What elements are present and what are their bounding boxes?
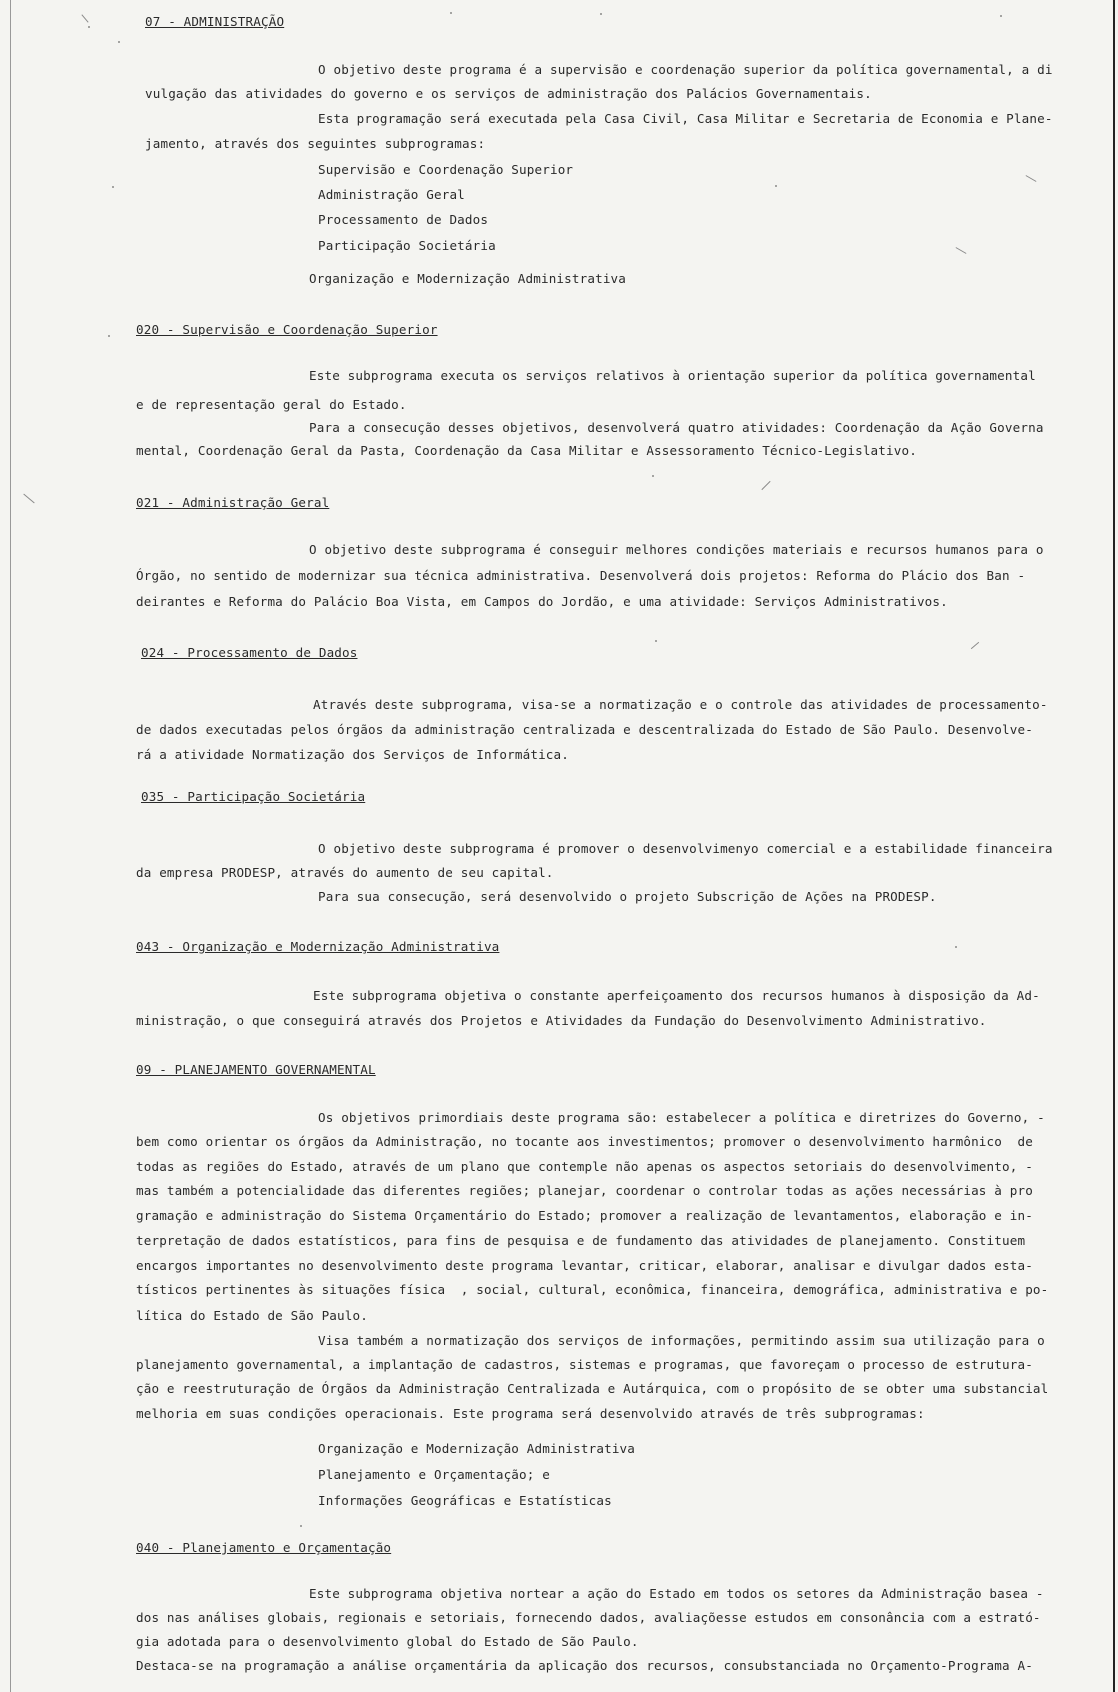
paragraph-line: ministração, o que conseguirá através dos Projetos e Atividades da Fundação do Desenvolvimento Administrativo.: [136, 1013, 987, 1028]
paragraph-line: rá a atividade Normatização dos Serviços de Informática.: [136, 747, 569, 762]
paragraph-line: Os objetivos primordiais deste programa são: estabelecer a política e diretrizes do Governo, -: [318, 1110, 1045, 1125]
section-heading-020: 020 - Supervisão e Coordenação Superior: [136, 322, 438, 337]
section-heading-035: 035 - Participação Societária: [141, 789, 366, 804]
paragraph-line: Para a consecução desses objetivos, desenvolverá quatro atividades: Coordenação da Ação Governa: [309, 420, 1044, 435]
scan-speck: [118, 41, 120, 43]
scan-speck: [300, 1525, 302, 1527]
paragraph-line: Destaca-se na programação a análise orçamentária da aplicação dos recursos, consubstanciada no Orçamento-Programa A-: [136, 1658, 1033, 1673]
list-item: Organização e Modernização Administrativa: [309, 271, 627, 286]
paragraph-line: ção e reestruturação de Órgãos da Administração Centralizada e Autárquica, com o propósito de se obter uma substancial: [136, 1381, 1049, 1396]
scan-speck: [655, 640, 657, 642]
paragraph-line: bem como orientar os órgãos da Administração, no tocante aos investimentos; promover o desenvolvimento harmônico de: [136, 1134, 1033, 1149]
paragraph-line: gia adotada para o desenvolvimento global do Estado de São Paulo.: [136, 1634, 639, 1649]
paragraph-line: lítica do Estado de São Paulo.: [136, 1308, 368, 1323]
page-right-edge: [1113, 0, 1115, 1692]
list-item: Organização e Modernização Administrativa: [318, 1441, 636, 1456]
paragraph-line: Esta programação será executada pela Casa Civil, Casa Militar e Secretaria de Economia e Plane-: [318, 111, 1053, 126]
scan-speck: [112, 186, 114, 188]
scan-speck: [775, 185, 777, 187]
section-heading-040: 040 - Planejamento e Orçamentação: [136, 1540, 392, 1555]
paragraph-line: jamento, através dos seguintes subprogramas:: [145, 136, 486, 151]
section-heading-043: 043 - Organização e Modernização Administrativa: [136, 939, 500, 954]
paragraph-line: Para sua consecução, será desenvolvido o projeto Subscrição de Ações na PRODESP.: [318, 889, 937, 904]
scan-speck: [652, 475, 654, 477]
paragraph-line: mas também a potencialidade das diferentes regiões; planejar, coordenar o controlar todas as ações necessárias à pro: [136, 1183, 1033, 1198]
paragraph-line: vulgação das atividades do governo e os serviços de administração dos Palácios Governamentais.: [145, 86, 872, 101]
paragraph-line: Este subprograma executa os serviços relativos à orientação superior da política governamental: [309, 368, 1036, 383]
paragraph-line: e de representação geral do Estado.: [136, 397, 407, 412]
scan-mark: [23, 494, 34, 504]
paragraph-line: da empresa PRODESP, através do aumento de seu capital.: [136, 865, 554, 880]
scan-speck: [955, 946, 957, 948]
section-heading-024: 024 - Processamento de Dados: [141, 645, 358, 660]
paragraph-line: mental, Coordenação Geral da Pasta, Coordenação da Casa Militar e Assessoramento Técnico-Legislativo.: [136, 443, 917, 458]
paragraph-line: planejamento governamental, a implantação de cadastros, sistemas e programas, que favoreçam o processo de estrutura-: [136, 1357, 1033, 1372]
list-item: Participação Societária: [318, 238, 496, 253]
paragraph-line: dos nas análises globais, regionais e setoriais, fornecendo dados, avaliaçõesse estudos em consonância com a estrató-: [136, 1610, 1041, 1625]
scan-mark: [971, 642, 979, 649]
paragraph-line: de dados executadas pelos órgãos da administração centralizada e descentralizada do Estado de São Paulo. Desenvolve-: [136, 722, 1033, 737]
paragraph-line: gramação e administração do Sistema Orçamentário do Estado; promover a realização de levantamentos, elaboração e in-: [136, 1208, 1033, 1223]
scan-speck: [108, 335, 110, 337]
scan-mark: [1026, 175, 1037, 182]
paragraph-line: terpretação de dados estatísticos, para fins de pesquisa e de fundamento das atividades de planejamento. Constituem: [136, 1233, 1026, 1248]
paragraph-line: encargos importantes no desenvolvimento deste programa levantar, criticar, elaborar, analisar e divulgar dados esta-: [136, 1258, 1033, 1273]
paragraph-line: Visa também a normatização dos serviços de informações, permitindo assim sua utilização para o: [318, 1333, 1045, 1348]
paragraph-line: deirantes e Reforma do Palácio Boa Vista, em Campos do Jordão, e uma atividade: Serviços Administrativos.: [136, 594, 948, 609]
list-item: Planejamento e Orçamentação; e: [318, 1467, 550, 1482]
scan-mark: [761, 481, 770, 490]
paragraph-line: melhoria em suas condições operacionais. Este programa será desenvolvido através de três subprogramas:: [136, 1406, 925, 1421]
scan-mark: [81, 14, 88, 22]
section-heading-07: 07 - ADMINISTRAÇÃO: [145, 14, 285, 29]
paragraph-line: O objetivo deste subprograma é conseguir melhores condições materiais e recursos humanos para o: [309, 542, 1044, 557]
paragraph-line: todas as regiões do Estado, através de um plano que contemple não apenas os aspectos setoriais do desenvolvimento, -: [136, 1159, 1033, 1174]
section-heading-09: 09 - PLANEJAMENTO GOVERNAMENTAL: [136, 1062, 376, 1077]
paragraph-line: tísticos pertinentes às situações física , social, cultural, econômica, financeira, demográfica, administrativa e po-: [136, 1282, 1049, 1297]
scan-speck: [88, 26, 90, 28]
list-item: Processamento de Dados: [318, 212, 489, 227]
scan-speck: [450, 12, 452, 14]
scan-mark: [956, 247, 967, 254]
paragraph-line: Este subprograma objetiva nortear a ação do Estado em todos os setores da Administração basea -: [309, 1586, 1044, 1601]
list-item: Supervisão e Coordenação Superior: [318, 162, 574, 177]
paragraph-line: O objetivo deste programa é a supervisão e coordenação superior da política governamental, a di: [318, 62, 1053, 77]
paragraph-line: Órgão, no sentido de modernizar sua técnica administrativa. Desenvolverá dois projetos: Reforma do Plácio dos Ban -: [136, 568, 1026, 583]
section-heading-021: 021 - Administração Geral: [136, 495, 330, 510]
paragraph-line: Este subprograma objetiva o constante aperfeiçoamento dos recursos humanos à disposição da Ad-: [313, 988, 1040, 1003]
scan-speck: [600, 13, 602, 15]
list-item: Informações Geográficas e Estatísticas: [318, 1493, 612, 1508]
list-item: Administração Geral: [318, 187, 465, 202]
paragraph-line: O objetivo deste subprograma é promover o desenvolvimenyo comercial e a estabilidade financeira: [318, 841, 1053, 856]
scan-speck: [1000, 15, 1002, 17]
paragraph-line: Através deste subprograma, visa-se a normatização e o controle das atividades de processamento-: [313, 697, 1048, 712]
page-left-edge: [10, 0, 11, 1692]
